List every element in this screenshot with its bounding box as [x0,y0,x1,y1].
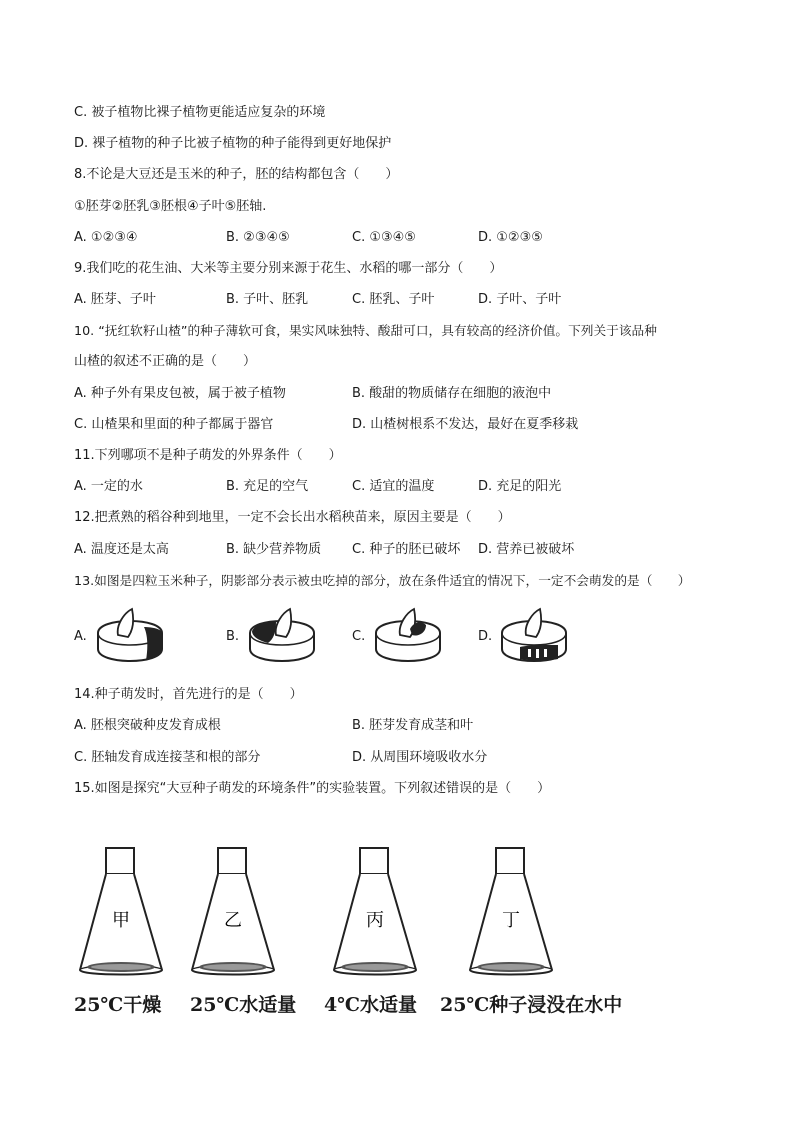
question-15: 15.如图是探究“大豆种子萌发的环境条件”的实验装置。下列叙述错误的是（ ） [74,781,551,796]
corn-seed-b-image [246,605,318,665]
q9-option-a[interactable]: A. 胚芽、子叶 [74,292,156,307]
flask-label-ding: 丁 [502,910,520,931]
condition-bing: 4℃水适量 [324,994,417,1016]
corn-seed-d-image [498,605,570,665]
q14-option-c[interactable]: C. 胚轴发育成连接茎和根的部分 [74,750,261,765]
q10-option-a[interactable]: A. 种子外有果皮包被，属于被子植物 [74,386,286,401]
q11-option-b[interactable]: B. 充足的空气 [226,479,309,494]
q8-option-a[interactable]: A. ①②③④ [74,230,138,245]
question-11: 11.下列哪项不是种子萌发的外界条件（ ） [74,448,342,463]
q12-option-c[interactable]: C. 种子的胚已破坏 [352,542,461,557]
q14-option-b[interactable]: B. 胚芽发育成茎和叶 [352,718,474,733]
option-line-c: C. 被子植物比裸子植物更能适应复杂的环境 [74,105,326,120]
q10-option-b[interactable]: B. 酸甜的物质储存在细胞的液泡中 [352,386,552,401]
q10-option-c[interactable]: C. 山楂果和里面的种子都属于器官 [74,417,274,432]
q9-option-c[interactable]: C. 胚乳、子叶 [352,292,435,307]
q8-option-c[interactable]: C. ①③④⑤ [352,230,416,245]
q13-label-d[interactable]: D. [478,629,493,644]
flask-label-yi: 乙 [224,910,242,931]
q14-option-d[interactable]: D. 从周围环境吸收水分 [352,750,488,765]
flask-yi [188,846,278,981]
question-8-items: ①胚芽②胚乳③胚根④子叶⑤胚轴. [74,199,267,214]
q12-option-d[interactable]: D. 营养已被破坏 [478,542,575,557]
question-9: 9.我们吃的花生油、大米等主要分别来源于花生、水稻的哪一部分（ ） [74,261,503,276]
q8-option-b[interactable]: B. ②③④⑤ [226,230,290,245]
q10-option-d[interactable]: D. 山楂树根系不发达，最好在夏季移栽 [352,417,579,432]
q12-option-b[interactable]: B. 缺少营养物质 [226,542,322,557]
q11-option-a[interactable]: A. 一定的水 [74,479,143,494]
corn-seed-c-image [372,605,444,665]
flask-ding [466,846,556,981]
flask-jia [76,846,166,981]
flask-label-bing: 丙 [366,910,384,931]
q14-option-a[interactable]: A. 胚根突破种皮发育成根 [74,718,221,733]
flask-label-jia: 甲 [112,910,130,931]
question-14: 14.种子萌发时，首先进行的是（ ） [74,687,303,702]
q13-label-a[interactable]: A. [74,629,87,644]
question-10: 10. “抚红软籽山楂”的种子薄软可食，果实风味独特、酸甜可口，具有较高的经济价值。下列关于该品种 [74,323,657,338]
question-8: 8.不论是大豆还是玉米的种子，胚的结构都包含（ ） [74,167,399,182]
corn-seed-a-image [94,605,166,665]
q13-label-c[interactable]: C. [352,629,366,644]
q11-option-c[interactable]: C. 适宜的温度 [352,479,435,494]
condition-yi: 25℃水适量 [190,994,297,1016]
condition-jia: 25℃干燥 [74,994,162,1016]
q9-option-b[interactable]: B. 子叶、胚乳 [226,292,309,307]
option-line-d: D. 裸子植物的种子比被子植物的种子能得到更好地保护 [74,136,392,151]
q11-option-d[interactable]: D. 充足的阳光 [478,479,562,494]
question-12: 12.把煮熟的稻谷种到地里，一定不会长出水稻秧苗来，原因主要是（ ） [74,510,511,525]
condition-ding: 25℃种子浸没在水中 [440,994,623,1016]
q9-option-d[interactable]: D. 子叶、子叶 [478,292,562,307]
question-13: 13.如图是四粒玉米种子，阴影部分表示被虫吃掉的部分，放在条件适宜的情况下，一定不会萌发的是（ ） [74,573,691,588]
q12-option-a[interactable]: A. 温度还是太高 [74,542,169,557]
q13-label-b[interactable]: B. [226,629,240,644]
q8-option-d[interactable]: D. ①②③⑤ [478,230,543,245]
flask-bing [330,846,420,981]
question-10-cont: 山楂的叙述不正确的是（ ） [74,354,257,369]
